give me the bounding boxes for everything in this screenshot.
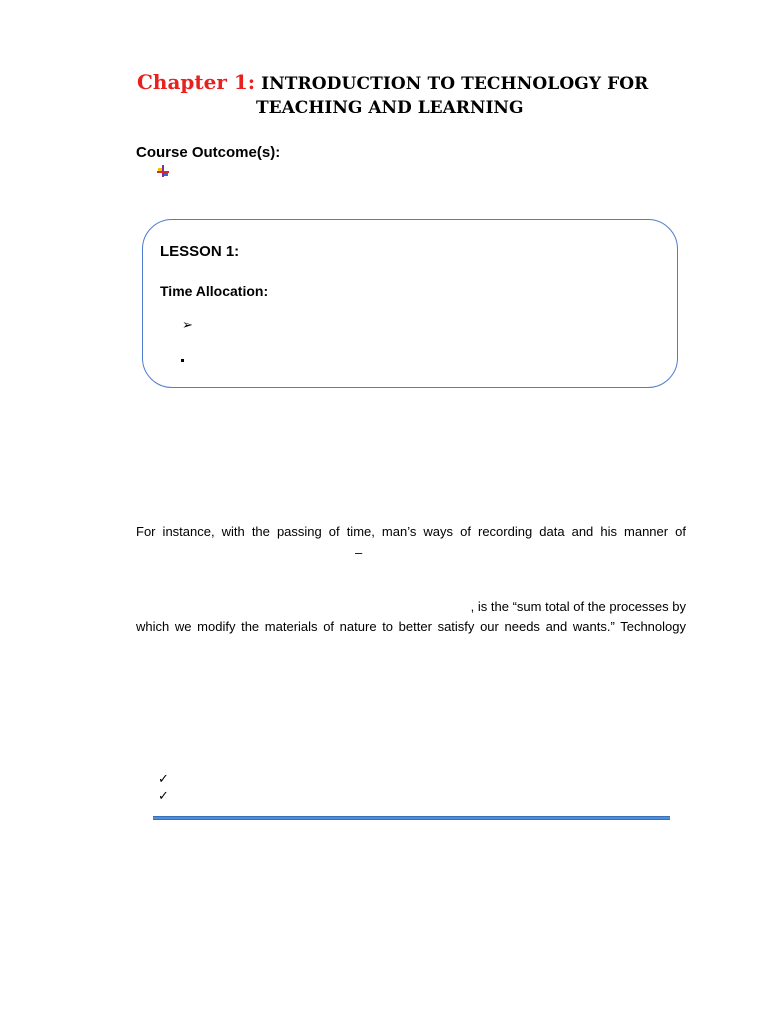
time-allocation-label: Time Allocation: <box>160 283 269 299</box>
cross-bullet-icon <box>156 164 170 178</box>
lesson-title: LESSON 1: <box>160 243 240 260</box>
arrow-bullet-icon: ➢ <box>182 318 193 333</box>
chapter-prefix: Chapter 1: <box>137 70 256 94</box>
dash-mark: – <box>355 545 363 560</box>
chapter-title-line2: TEACHING AND LEARNING <box>256 98 524 118</box>
checkmark-icon: ✓ <box>158 772 169 787</box>
paragraph-line: , is the “sum total of the processes by <box>470 599 686 614</box>
paragraph-line: For instance, with the passing of time, man’s ways of recording data and his manner of <box>136 524 686 539</box>
chapter-title-line1: INTRODUCTION TO TECHNOLOGY FOR <box>261 74 649 94</box>
course-outcomes-heading: Course Outcome(s): <box>136 144 281 161</box>
chapter-title <box>137 70 697 97</box>
section-divider <box>153 816 670 820</box>
square-bullet-icon <box>181 359 184 362</box>
paragraph-line: which we modify the materials of nature to better satisfy our needs and wants.” Technology <box>136 619 686 634</box>
checkmark-icon: ✓ <box>158 789 169 804</box>
